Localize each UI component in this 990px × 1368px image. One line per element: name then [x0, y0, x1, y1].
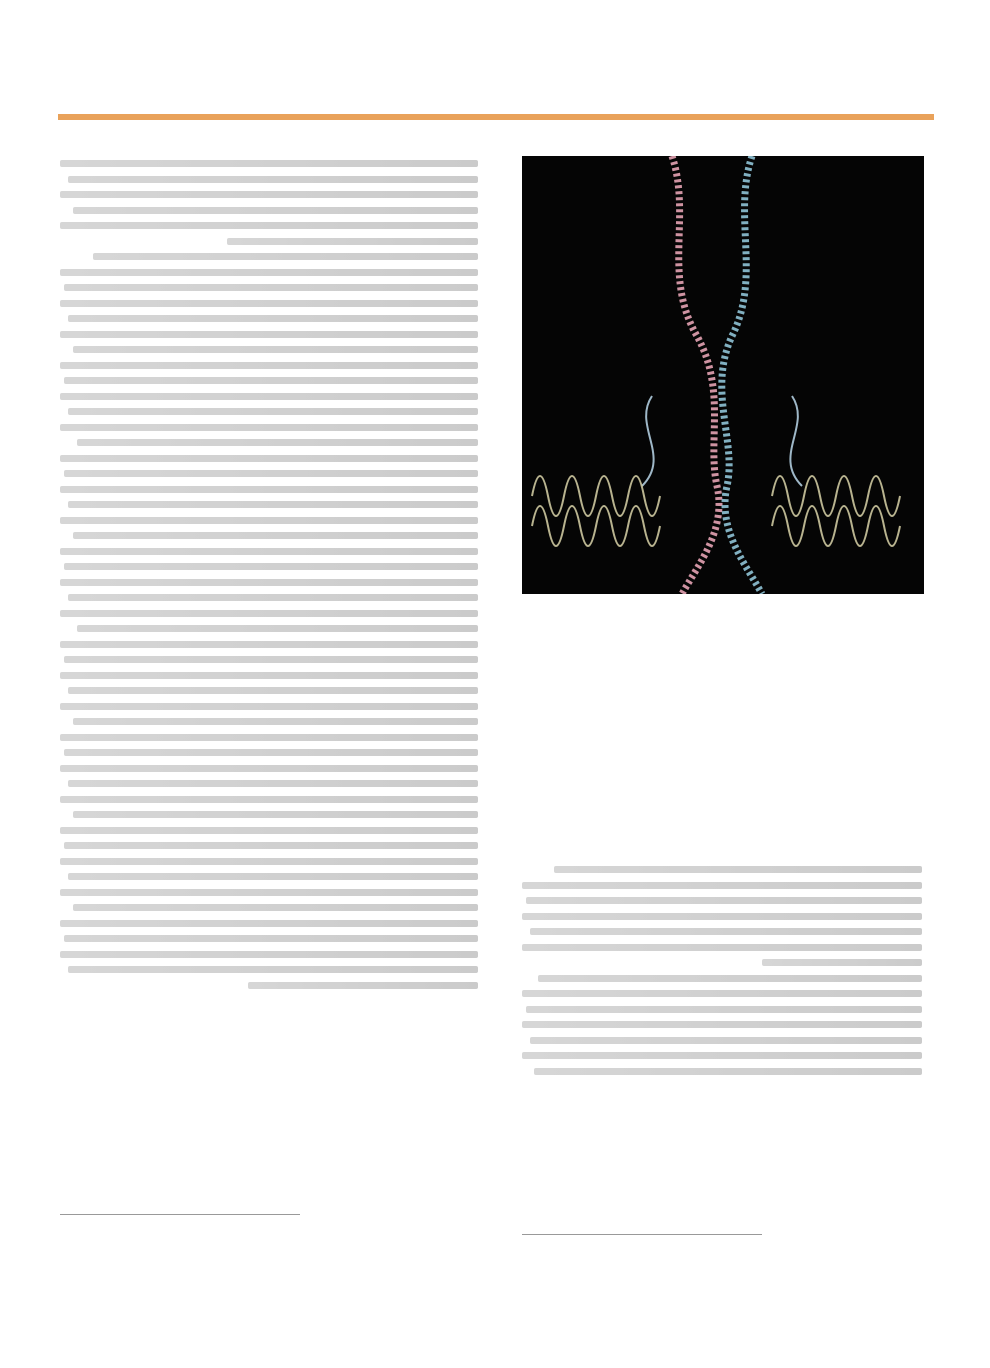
page-header	[58, 84, 934, 112]
right-column-text	[522, 858, 922, 1083]
dna-protein-illustration	[522, 156, 924, 594]
footnote-rule-left	[60, 1214, 300, 1215]
dna-protein-figure	[522, 156, 924, 594]
left-column-text	[60, 152, 478, 997]
header-rule	[58, 114, 934, 120]
footnote-rule-right	[522, 1234, 762, 1235]
